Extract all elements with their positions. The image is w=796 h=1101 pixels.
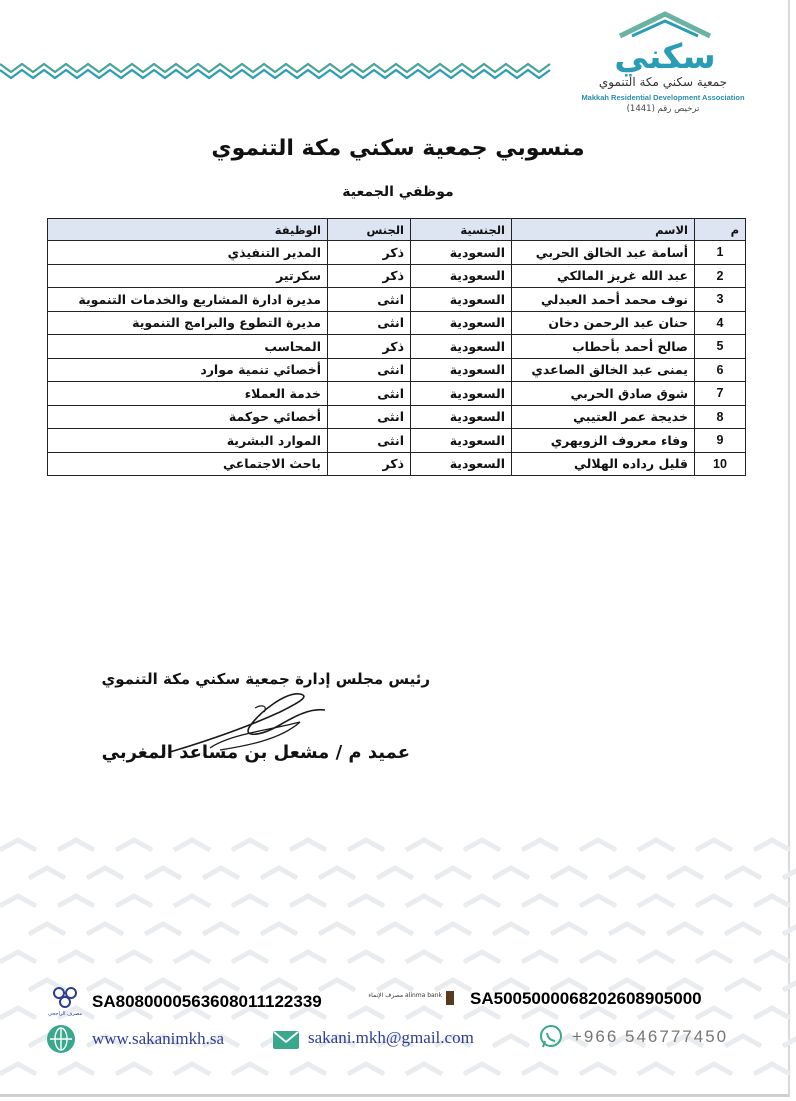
pattern-chevron xyxy=(377,924,413,934)
email-link[interactable]: sakani.mkh@gmail.com xyxy=(308,1028,474,1047)
pattern-chevron xyxy=(58,896,94,906)
pattern-chevron xyxy=(377,868,413,878)
pattern-chevron xyxy=(261,868,297,878)
bank1-iban: SA8080000563608011122339 xyxy=(92,992,322,1011)
header-job: الوظيفة xyxy=(48,219,328,241)
cell-name: صالح أحمد بأحطاب xyxy=(512,335,695,359)
table-row xyxy=(48,452,746,476)
zigzag-decoration xyxy=(0,60,560,82)
bank1-label: مصرف الراجحي xyxy=(47,1011,83,1017)
pattern-chevron xyxy=(754,840,790,850)
pattern-chevron xyxy=(203,924,239,934)
association-name-ar: جمعية سكني مكة التنموي xyxy=(598,75,728,89)
cell-job: الموارد البشرية xyxy=(48,429,328,453)
cell-name: قليل رداده الهلالي xyxy=(512,452,695,476)
pattern-chevron xyxy=(0,1008,36,1018)
table-row xyxy=(48,358,746,382)
cell-number: 8 xyxy=(695,405,746,429)
pattern-chevron xyxy=(174,952,210,962)
pattern-chevron xyxy=(464,1064,500,1074)
pattern-chevron xyxy=(0,840,36,850)
pattern-chevron xyxy=(0,1064,36,1074)
cell-nationality: السعودية xyxy=(411,429,512,453)
pattern-chevron xyxy=(406,1064,442,1074)
pattern-chevron xyxy=(348,1064,384,1074)
pattern-chevron xyxy=(203,868,239,878)
pattern-chevron xyxy=(29,868,65,878)
cell-gender: انثى xyxy=(328,311,411,335)
pattern-chevron xyxy=(493,868,529,878)
cell-gender: انثى xyxy=(328,358,411,382)
cell-nationality: السعودية xyxy=(411,452,512,476)
pattern-chevron xyxy=(522,952,558,962)
pattern-chevron xyxy=(145,924,181,934)
table-row xyxy=(48,288,746,312)
pattern-chevron xyxy=(725,1036,761,1046)
pattern-chevron xyxy=(638,1008,674,1018)
header-nationality: الجنسية xyxy=(411,219,512,241)
pattern-chevron xyxy=(319,980,355,990)
cell-gender: ذكر xyxy=(328,452,411,476)
cell-name: وفاء معروف الزويهري xyxy=(512,429,695,453)
cell-name: عبد الله غريز المالكي xyxy=(512,264,695,288)
table-header-row xyxy=(48,219,746,241)
pattern-chevron xyxy=(203,980,239,990)
table-row xyxy=(48,335,746,359)
pattern-chevron xyxy=(783,980,796,990)
pattern-chevron xyxy=(493,1036,529,1046)
pattern-chevron xyxy=(638,896,674,906)
cell-name: يمنى عبد الخالق الصاعدي xyxy=(512,358,695,382)
pattern-chevron xyxy=(116,896,152,906)
pattern-chevron xyxy=(725,980,761,990)
pattern-chevron xyxy=(696,1008,732,1018)
pattern-chevron xyxy=(754,1064,790,1074)
pattern-chevron xyxy=(754,896,790,906)
pattern-chevron xyxy=(116,952,152,962)
pattern-chevron xyxy=(290,952,326,962)
pattern-chevron xyxy=(0,896,36,906)
header-number: م xyxy=(695,219,746,241)
bank2-iban: SA5005000068202608905000 xyxy=(470,989,702,1008)
pattern-chevron xyxy=(638,840,674,850)
pattern-chevron xyxy=(87,868,123,878)
pattern-chevron xyxy=(464,840,500,850)
cell-number: 4 xyxy=(695,311,746,335)
pattern-chevron xyxy=(319,868,355,878)
cell-job: المدير التنفيذي xyxy=(48,241,328,265)
cell-number: 3 xyxy=(695,288,746,312)
cell-job: أخصائي حوكمة xyxy=(48,405,328,429)
pattern-chevron xyxy=(580,840,616,850)
pattern-chevron xyxy=(116,1064,152,1074)
cell-gender: ذكر xyxy=(328,241,411,265)
pattern-chevron xyxy=(319,924,355,934)
pattern-chevron xyxy=(58,840,94,850)
pattern-chevron xyxy=(522,1008,558,1018)
pattern-chevron xyxy=(754,952,790,962)
pattern-chevron xyxy=(435,868,471,878)
logo-word: سكني xyxy=(614,37,716,77)
pattern-chevron xyxy=(725,868,761,878)
pattern-chevron xyxy=(29,924,65,934)
pattern-chevron xyxy=(116,840,152,850)
pattern-chevron xyxy=(406,952,442,962)
pattern-chevron xyxy=(551,924,587,934)
pattern-chevron xyxy=(348,896,384,906)
cell-job: أخصائي تنمية موارد xyxy=(48,358,328,382)
cell-job: خدمة العملاء xyxy=(48,382,328,406)
pattern-chevron xyxy=(261,980,297,990)
pattern-chevron xyxy=(638,1064,674,1074)
pattern-chevron xyxy=(725,924,761,934)
table-row xyxy=(48,311,746,335)
pattern-chevron xyxy=(754,1008,790,1018)
pattern-chevron xyxy=(464,952,500,962)
pattern-chevron xyxy=(261,924,297,934)
table-row xyxy=(48,264,746,288)
association-logo xyxy=(568,12,758,112)
pattern-chevron xyxy=(522,840,558,850)
pattern-chevron xyxy=(348,840,384,850)
whatsapp-icon xyxy=(538,1024,564,1050)
cell-job: مديرة ادارة المشاريع والخدمات التنموية xyxy=(48,288,328,312)
cell-number: 1 xyxy=(695,241,746,265)
pattern-chevron xyxy=(638,952,674,962)
staff-table xyxy=(47,218,746,476)
pattern-chevron xyxy=(696,1064,732,1074)
globe-icon xyxy=(46,1024,76,1054)
pattern-chevron xyxy=(522,896,558,906)
cell-nationality: السعودية xyxy=(411,241,512,265)
background-pattern xyxy=(0,830,790,1090)
alrajhi-bank-icon xyxy=(48,982,82,1018)
pattern-chevron xyxy=(580,1064,616,1074)
cell-job: باحث الاجتماعي xyxy=(48,452,328,476)
pattern-chevron xyxy=(783,868,796,878)
pattern-chevron xyxy=(609,924,645,934)
cell-nationality: السعودية xyxy=(411,311,512,335)
phone-number[interactable]: +966 546777450 xyxy=(572,1027,729,1046)
pattern-chevron xyxy=(232,840,268,850)
cell-gender: انثى xyxy=(328,405,411,429)
pattern-chevron xyxy=(58,1064,94,1074)
cell-number: 6 xyxy=(695,358,746,382)
pattern-chevron xyxy=(0,952,36,962)
email-icon xyxy=(272,1030,300,1050)
cell-name: أسامة عبد الخالق الحربي xyxy=(512,241,695,265)
pattern-chevron xyxy=(493,924,529,934)
cell-gender: ذكر xyxy=(328,335,411,359)
pattern-chevron xyxy=(290,840,326,850)
cell-gender: انثى xyxy=(328,382,411,406)
pattern-chevron xyxy=(348,1008,384,1018)
pattern-chevron xyxy=(232,896,268,906)
cell-gender: انثى xyxy=(328,429,411,453)
cell-nationality: السعودية xyxy=(411,288,512,312)
cell-job: مديرة التطوع والبرامج التنموية xyxy=(48,311,328,335)
cell-number: 7 xyxy=(695,382,746,406)
pattern-chevron xyxy=(696,952,732,962)
pattern-chevron xyxy=(406,896,442,906)
cell-name: حنان عبد الرحمن دخان xyxy=(512,311,695,335)
cell-number: 5 xyxy=(695,335,746,359)
cell-nationality: السعودية xyxy=(411,335,512,359)
pattern-chevron xyxy=(145,868,181,878)
cell-nationality: السعودية xyxy=(411,358,512,382)
pattern-chevron xyxy=(464,1008,500,1018)
cell-nationality: السعودية xyxy=(411,405,512,429)
pattern-chevron xyxy=(406,1008,442,1018)
pattern-chevron xyxy=(174,1064,210,1074)
pattern-chevron xyxy=(290,1064,326,1074)
cell-gender: ذكر xyxy=(328,264,411,288)
pattern-chevron xyxy=(667,868,703,878)
cell-job: سكرتير xyxy=(48,264,328,288)
cell-job: المحاسب xyxy=(48,335,328,359)
table-row xyxy=(48,405,746,429)
pattern-chevron xyxy=(406,840,442,850)
pattern-chevron xyxy=(580,896,616,906)
pattern-chevron xyxy=(696,896,732,906)
pattern-chevron xyxy=(174,840,210,850)
pattern-chevron xyxy=(348,952,384,962)
alinma-bank-icon xyxy=(368,988,456,1008)
pattern-chevron xyxy=(232,952,268,962)
cell-name: خديجة عمر العتيبي xyxy=(512,405,695,429)
association-name-en: Makkah Residential Development Association xyxy=(581,93,745,102)
cell-number: 2 xyxy=(695,264,746,288)
pattern-chevron xyxy=(145,980,181,990)
pattern-chevron xyxy=(435,924,471,934)
pattern-chevron xyxy=(696,840,732,850)
pattern-chevron xyxy=(87,924,123,934)
pattern-chevron xyxy=(290,896,326,906)
cell-nationality: السعودية xyxy=(411,264,512,288)
license-number: ترخيص رقم (1441) xyxy=(626,104,700,114)
pattern-chevron xyxy=(783,924,796,934)
cell-number: 10 xyxy=(695,452,746,476)
pattern-chevron xyxy=(667,924,703,934)
header-gender: الجنس xyxy=(328,219,411,241)
signer-name: عميد م / مشعل بن مساعد المغربي xyxy=(101,742,410,763)
cell-number: 9 xyxy=(695,429,746,453)
cell-name: نوف محمد أحمد العبدلي xyxy=(512,288,695,312)
pattern-chevron xyxy=(551,868,587,878)
cell-name: شوق صادق الحربي xyxy=(512,382,695,406)
table-row xyxy=(48,241,746,265)
board-chair-title: رئيس مجلس إدارة جمعية سكني مكة التنموي xyxy=(101,670,430,688)
pattern-chevron xyxy=(87,980,123,990)
table-row xyxy=(48,429,746,453)
pattern-chevron xyxy=(58,952,94,962)
pattern-chevron xyxy=(174,896,210,906)
header-name: الاسم xyxy=(512,219,695,241)
cell-gender: انثى xyxy=(328,288,411,312)
cell-nationality: السعودية xyxy=(411,382,512,406)
pattern-chevron xyxy=(464,896,500,906)
pattern-chevron xyxy=(609,868,645,878)
pattern-chevron xyxy=(232,1064,268,1074)
page-title: منسوبي جمعية سكني مكة التنموي xyxy=(211,136,585,161)
house-logo-icon xyxy=(610,12,720,77)
pattern-chevron xyxy=(783,1036,796,1046)
bank2-label: مصرف الإنماء alinma bank xyxy=(368,992,442,999)
table-row xyxy=(48,382,746,406)
pattern-chevron xyxy=(580,1008,616,1018)
pattern-chevron xyxy=(580,952,616,962)
website-link[interactable]: www.sakanimkh.sa xyxy=(92,1029,225,1048)
pattern-chevron xyxy=(522,1064,558,1074)
page-subtitle: موظفي الجمعية xyxy=(342,184,454,200)
